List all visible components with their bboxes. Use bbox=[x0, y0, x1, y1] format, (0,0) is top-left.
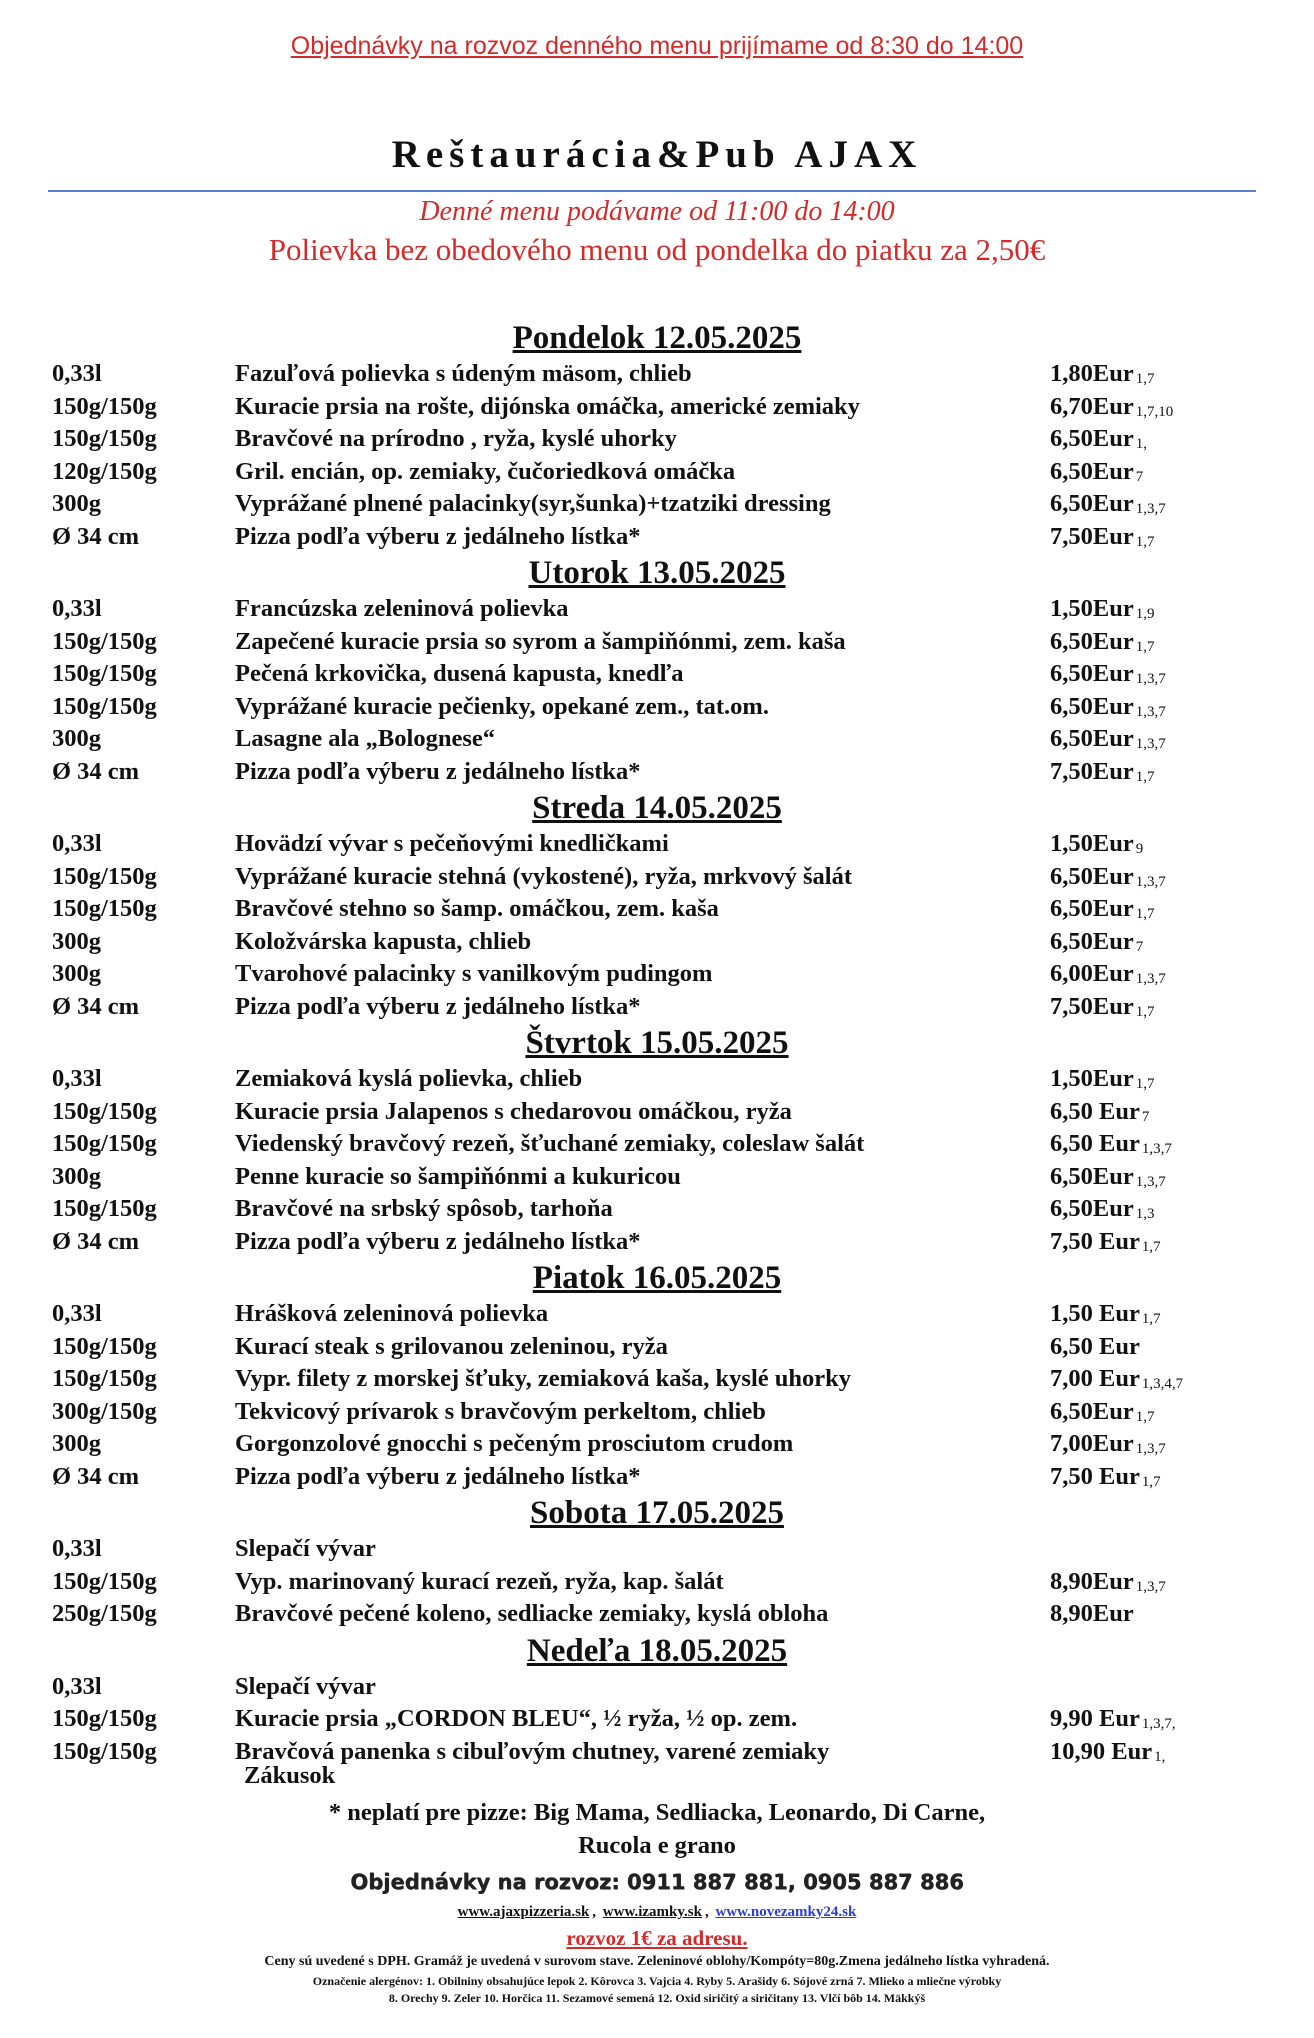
item-allergens: 1,3,7, bbox=[1141, 1716, 1176, 1732]
menu-item bbox=[0, 1331, 1314, 1364]
item-price: 7,50 Eur bbox=[1050, 1227, 1140, 1255]
item-price-cell bbox=[1050, 358, 1154, 394]
item-name: Zapečené kuracie prsia so syrom a šampiňónmi, zem. kaša bbox=[235, 627, 846, 655]
item-allergens: 1,3,4,7 bbox=[1141, 1376, 1184, 1392]
item-portion: 0,33l bbox=[52, 595, 102, 622]
menu-item bbox=[0, 991, 1314, 1024]
item-price-cell bbox=[1050, 893, 1154, 929]
item-price-cell bbox=[1050, 691, 1166, 727]
item-price-cell bbox=[1050, 1096, 1149, 1132]
menu-item bbox=[0, 1671, 1314, 1704]
item-price-cell bbox=[1050, 1063, 1154, 1099]
item-allergens: 1,7 bbox=[1135, 768, 1155, 785]
menu-item bbox=[0, 1193, 1314, 1226]
item-name: Vyp. marinovaný kurací rezeň, ryža, kap. šalát bbox=[235, 1567, 724, 1595]
prices-note: Ceny sú uvedené s DPH. Gramáž je uvedená v surovom stave. Zeleninové oblohy/Kompóty=80g.Zmena jedálneho lístka vyhradená. bbox=[264, 1954, 1050, 1969]
item-price: 6,50 Eur bbox=[1050, 1097, 1140, 1125]
link-ajaxpizzeria[interactable]: www.ajaxpizzeria.sk bbox=[457, 1904, 590, 1920]
item-price: 6,50Eur bbox=[1050, 425, 1134, 452]
item-name: Lasagne ala „Bolognese“ bbox=[235, 725, 495, 752]
item-price: 6,50Eur bbox=[1050, 627, 1134, 655]
item-price: 10,90 Eur bbox=[1050, 1737, 1153, 1765]
item-portion: 0,33l bbox=[52, 830, 102, 857]
menu-item bbox=[0, 723, 1314, 756]
item-name: Penne kuracie so šampiňónmi a kukuricou bbox=[235, 1162, 681, 1190]
item-price: 7,50 Eur bbox=[1050, 1462, 1140, 1490]
item-price-cell bbox=[1050, 1566, 1166, 1602]
item-name: Viedenský bravčový rezeň, šťuchané zemiaky, coleslaw šalát bbox=[235, 1130, 865, 1157]
item-portion: 300g bbox=[52, 725, 101, 752]
pizza-exclusion-note bbox=[0, 1796, 1314, 1862]
item-portion: 150g/150g bbox=[52, 1097, 157, 1125]
item-price-cell bbox=[1050, 861, 1166, 897]
item-allergens: 1,7 bbox=[1135, 533, 1155, 550]
item-price: 6,50Eur bbox=[1050, 660, 1134, 687]
item-price-cell bbox=[1050, 1128, 1172, 1164]
day-heading: Pondelok 12.05.2025 bbox=[512, 320, 802, 356]
item-portion: 150g/150g bbox=[52, 1332, 157, 1360]
item-name: Fazuľová polievka s údeným mäsom, chlieb bbox=[235, 360, 692, 387]
menu-item bbox=[0, 1461, 1314, 1494]
item-price: 1,50 Eur bbox=[1050, 1300, 1140, 1327]
pizza-note-line-1: * neplatí pre pizze: Big Mama, Sedliacka, Leonardo, Di Carne, bbox=[328, 1799, 986, 1826]
item-price-cell bbox=[1050, 423, 1147, 459]
item-price-cell bbox=[1050, 1331, 1142, 1367]
item-portion: 150g/150g bbox=[52, 660, 157, 687]
item-allergens: 1,3,7 bbox=[1135, 501, 1166, 517]
item-price-cell bbox=[1050, 828, 1143, 864]
item-price-cell bbox=[1050, 723, 1166, 759]
item-allergens: 1,3,7 bbox=[1135, 1578, 1166, 1595]
item-portion: 300g bbox=[52, 1162, 101, 1190]
menu-item bbox=[0, 926, 1314, 959]
item-portion: 120g/150g bbox=[52, 457, 157, 485]
item-price: 6,50Eur bbox=[1050, 862, 1134, 890]
serving-hours: Denné menu podávame od 11:00 do 14:00 bbox=[419, 196, 895, 227]
item-name: Hovädzí vývar s pečeňovými knedličkami bbox=[235, 830, 669, 857]
item-portion: 150g/150g bbox=[52, 1365, 157, 1392]
menu-item bbox=[0, 893, 1314, 926]
item-allergens: 1,7 bbox=[1141, 1473, 1161, 1490]
item-allergens: 1, bbox=[1135, 436, 1147, 452]
item-price-cell bbox=[1050, 991, 1154, 1027]
item-price-cell bbox=[1050, 1598, 1136, 1634]
item-portion: Ø 34 cm bbox=[52, 1227, 140, 1255]
menu-item bbox=[0, 1363, 1314, 1396]
item-name: Tekvicový prívarok s bravčovým perkeltom, chlieb bbox=[235, 1397, 766, 1425]
item-portion: 0,33l bbox=[52, 1672, 102, 1700]
menu-item bbox=[0, 691, 1314, 724]
order-phone-numbers: Objednávky na rozvoz: 0911 887 881, 0905 887 886 bbox=[350, 1870, 964, 1894]
menu-item bbox=[0, 1566, 1314, 1599]
item-portion: 150g/150g bbox=[52, 1130, 157, 1157]
item-price-cell bbox=[1050, 1703, 1176, 1739]
item-portion: 0,33l bbox=[52, 1300, 102, 1327]
item-allergens: 1,7 bbox=[1135, 1408, 1155, 1425]
day-heading: Utorok 13.05.2025 bbox=[528, 555, 786, 591]
item-price-cell bbox=[1050, 958, 1166, 994]
item-allergens: 1,7 bbox=[1135, 1003, 1155, 1020]
order-hours-note: Objednávky na rozvoz denného menu prijímame od 8:30 do 14:00 bbox=[290, 32, 1024, 60]
menu-item bbox=[0, 521, 1314, 554]
item-price-cell bbox=[1050, 626, 1154, 662]
day-heading: Nedeľa 18.05.2025 bbox=[526, 1632, 788, 1669]
item-portion: 0,33l bbox=[52, 1535, 102, 1562]
pizza-note-line-2: Rucola e grano bbox=[578, 1832, 736, 1859]
item-price-cell bbox=[1050, 488, 1166, 524]
link-izamky[interactable]: www.izamky.sk bbox=[602, 1904, 702, 1920]
item-name: Bravčová panenka s cibuľovým chutney, varené zemiaky bbox=[235, 1737, 830, 1765]
item-name: Pizza podľa výberu z jedálneho lístka* bbox=[235, 1462, 641, 1490]
item-allergens: 1, bbox=[1154, 1748, 1166, 1765]
item-name: Bravčové stehno so šamp. omáčkou, zem. kaša bbox=[235, 895, 719, 922]
item-allergens: 1,3,7 bbox=[1135, 971, 1166, 987]
item-allergens: 1,7 bbox=[1135, 371, 1155, 387]
item-portion: 150g/150g bbox=[52, 895, 157, 922]
item-portion: 300g bbox=[52, 960, 101, 987]
item-price: 6,50Eur bbox=[1050, 1195, 1134, 1222]
allergen-line-2: 8. Orechy 9. Zeler 10. Horčica 11. Sezamové semená 12. Oxid siričitý a siričitany 13. Vlčí bôb 14. Mäkkýš bbox=[388, 1991, 926, 2005]
item-price: 1,80Eur bbox=[1050, 360, 1134, 387]
item-price-cell bbox=[1050, 1428, 1166, 1464]
item-price-cell bbox=[1050, 926, 1143, 962]
menu-item bbox=[0, 626, 1314, 659]
item-name: Tvarohové palacinky s vanilkovým pudingom bbox=[235, 960, 713, 987]
item-portion: Ø 34 cm bbox=[52, 522, 140, 550]
item-price: 6,50Eur bbox=[1050, 692, 1134, 720]
item-price: 6,50Eur bbox=[1050, 725, 1134, 752]
day-heading: Piatok 16.05.2025 bbox=[532, 1260, 782, 1296]
item-portion: 150g/150g bbox=[52, 1737, 157, 1765]
item-portion: 150g/150g bbox=[52, 862, 157, 890]
item-portion: 300g/150g bbox=[52, 1397, 157, 1425]
item-name: Bravčové pečené koleno, sedliacke zemiaky, kyslá obloha bbox=[235, 1600, 829, 1627]
item-price: 7,50Eur bbox=[1050, 757, 1134, 785]
item-name: Kurací steak s grilovanou zeleninou, ryža bbox=[235, 1332, 668, 1360]
menu-item bbox=[0, 593, 1314, 626]
item-portion: Ø 34 cm bbox=[52, 992, 140, 1020]
item-allergens: 1,7,10 bbox=[1135, 403, 1174, 420]
weekly-menu bbox=[0, 318, 1314, 1768]
item-portion: 300g bbox=[52, 1430, 101, 1457]
menu-item bbox=[0, 1161, 1314, 1194]
item-name: Gorgonzolové gnocchi s pečeným prosciutom crudom bbox=[235, 1430, 794, 1457]
item-portion: 150g/150g bbox=[52, 692, 157, 720]
item-portion: 150g/150g bbox=[52, 627, 157, 655]
item-name: Pizza podľa výberu z jedálneho lístka* bbox=[235, 992, 641, 1020]
menu-item bbox=[0, 1096, 1314, 1129]
menu-item bbox=[0, 488, 1314, 521]
item-portion: 150g/150g bbox=[52, 1567, 157, 1595]
item-allergens: 7 bbox=[1141, 1108, 1150, 1125]
menu-item bbox=[0, 1703, 1314, 1736]
day-heading: Sobota 17.05.2025 bbox=[530, 1495, 784, 1531]
item-price: 6,50Eur bbox=[1050, 490, 1134, 517]
item-price: 6,50Eur bbox=[1050, 457, 1134, 485]
item-price-cell bbox=[1050, 1396, 1154, 1432]
item-price: 6,70Eur bbox=[1050, 392, 1134, 420]
item-price-cell bbox=[1050, 1461, 1161, 1497]
day-heading: Štvrtok 15.05.2025 bbox=[525, 1025, 789, 1061]
item-allergens: 1,9 bbox=[1135, 606, 1155, 622]
menu-item bbox=[0, 828, 1314, 861]
item-name: Gril. encián, op. zemiaky, čučoriedková omáčka bbox=[235, 457, 736, 485]
item-allergens: 1,7 bbox=[1141, 1311, 1161, 1327]
allergen-line-1: Označenie alergénov: 1. Obilniny obsahujúce lepok 2. Kôrovca 3. Vajcia 4. Ryby 5. Arašidy 6. Sójové zrná 7. Mlieko a mliečne výrobky bbox=[312, 1974, 1002, 1988]
item-name: Vypr. filety z morskej šťuky, zemiaková kaša, kyslé uhorky bbox=[235, 1365, 852, 1392]
delivery-fee: rozvoz 1€ za adresu. bbox=[566, 1926, 748, 1950]
item-name: Pečená krkovička, dusená kapusta, knedľa bbox=[235, 660, 684, 687]
menu-item bbox=[0, 1128, 1314, 1161]
item-price: 7,50Eur bbox=[1050, 522, 1134, 550]
menu-item bbox=[0, 1396, 1314, 1429]
menu-item bbox=[0, 456, 1314, 489]
item-name: Francúzska zeleninová polievka bbox=[235, 595, 569, 622]
item-price-cell bbox=[1050, 658, 1166, 694]
item-price-cell bbox=[1050, 1161, 1166, 1197]
item-allergens: 1,7 bbox=[1141, 1238, 1161, 1255]
item-portion: 150g/150g bbox=[52, 425, 157, 452]
item-price: 7,50Eur bbox=[1050, 992, 1134, 1020]
item-name: Bravčové na prírodno , ryža, kyslé uhorky bbox=[235, 425, 677, 452]
item-price-cell bbox=[1050, 1363, 1183, 1399]
item-price: 8,90Eur bbox=[1050, 1600, 1134, 1627]
menu-item bbox=[0, 861, 1314, 894]
item-name: Kuracie prsia Jalapenos s chedarovou omáčkou, ryža bbox=[235, 1097, 792, 1125]
item-portion: 300g bbox=[52, 490, 101, 517]
menu-item bbox=[0, 391, 1314, 424]
item-allergens: 1,3,7 bbox=[1135, 703, 1166, 720]
soup-offer: Polievka bez obedového menu od pondelka do piatku za 2,50€ bbox=[268, 232, 1046, 267]
item-allergens: 1,3,7 bbox=[1135, 1441, 1166, 1457]
item-allergens: 1,3,7 bbox=[1141, 1141, 1172, 1157]
item-allergens: 1,3,7 bbox=[1135, 736, 1166, 752]
item-portion: 150g/150g bbox=[52, 1705, 157, 1732]
item-name: Zemiaková kyslá polievka, chlieb bbox=[235, 1065, 583, 1092]
item-portion: 300g bbox=[52, 927, 101, 955]
menu-item bbox=[0, 1063, 1314, 1096]
item-price: 6,50Eur bbox=[1050, 927, 1134, 955]
item-name: Pizza podľa výberu z jedálneho lístka* bbox=[235, 522, 641, 550]
item-portion: 250g/150g bbox=[52, 1600, 157, 1627]
item-name: Kuracie prsia „CORDON BLEU“, ½ ryža, ½ op. zem. bbox=[235, 1705, 798, 1732]
allergen-legend bbox=[0, 1973, 1314, 2007]
menu-item bbox=[0, 1298, 1314, 1331]
website-links: www.ajaxpizzeria.sk , www.izamky.sk , www.novezamky24.sk bbox=[457, 1904, 857, 1920]
item-name: Vyprážané kuracie pečienky, opekané zem., tat.om. bbox=[235, 692, 769, 720]
item-price: 6,50Eur bbox=[1050, 1162, 1134, 1190]
menu-item bbox=[0, 1226, 1314, 1259]
item-price: 7,00Eur bbox=[1050, 1430, 1134, 1457]
item-portion: 150g/150g bbox=[52, 1195, 157, 1222]
item-allergens: 1,3,7 bbox=[1135, 873, 1166, 890]
item-allergens: 1,3 bbox=[1135, 1206, 1155, 1222]
item-name: Pizza podľa výberu z jedálneho lístka* bbox=[235, 1227, 641, 1255]
menu-item bbox=[0, 658, 1314, 691]
item-name: Vyprážané plnené palacinky(syr,šunka)+tzatziki dressing bbox=[235, 490, 831, 517]
item-portion: 0,33l bbox=[52, 1065, 102, 1092]
item-name: Kuracie prsia na rošte, dijónska omáčka, americké zemiaky bbox=[235, 392, 860, 420]
item-portion: 150g/150g bbox=[52, 392, 157, 420]
item-name: Bravčové na srbský spôsob, tarhoňa bbox=[235, 1195, 613, 1222]
menu-item bbox=[0, 1533, 1314, 1566]
menu-item bbox=[0, 1736, 1314, 1769]
item-portion: Ø 34 cm bbox=[52, 1462, 140, 1490]
item-name: Hrášková zeleninová polievka bbox=[235, 1300, 549, 1327]
item-price-cell bbox=[1050, 391, 1173, 427]
restaurant-title: Reštaurácia&Pub AJAX bbox=[391, 133, 923, 176]
item-price-cell bbox=[1050, 1226, 1161, 1262]
item-name: Koložvárska kapusta, chlieb bbox=[235, 927, 532, 955]
menu-item bbox=[0, 1598, 1314, 1631]
item-price-cell bbox=[1050, 1193, 1154, 1229]
item-allergens: 7 bbox=[1135, 468, 1144, 485]
menu-item bbox=[0, 958, 1314, 991]
menu-item bbox=[0, 358, 1314, 391]
item-name: Slepačí vývar bbox=[235, 1672, 376, 1700]
item-price-cell bbox=[1050, 756, 1154, 792]
item-price-cell bbox=[1050, 521, 1154, 557]
menu-item bbox=[0, 1428, 1314, 1461]
item-allergens: 1,7 bbox=[1135, 1076, 1155, 1092]
item-price-cell bbox=[1050, 1736, 1165, 1772]
item-name: Vyprážané kuracie stehná (vykostené), ryža, mrkvový šalát bbox=[235, 862, 852, 890]
item-portion: 0,33l bbox=[52, 360, 102, 387]
menu-item bbox=[0, 756, 1314, 789]
item-price-cell bbox=[1050, 1671, 1052, 1707]
item-price: 6,50 Eur bbox=[1050, 1130, 1140, 1157]
item-price: 9,90 Eur bbox=[1050, 1705, 1140, 1732]
link-novezamky24[interactable]: www.novezamky24.sk bbox=[715, 1904, 857, 1920]
item-allergens: 9 bbox=[1135, 841, 1144, 857]
item-price: 1,50Eur bbox=[1050, 830, 1134, 857]
item-price: 8,90Eur bbox=[1050, 1567, 1134, 1595]
item-price-cell bbox=[1050, 1533, 1052, 1569]
item-price: 6,50 Eur bbox=[1050, 1332, 1140, 1360]
item-price-cell bbox=[1050, 593, 1154, 629]
item-allergens: 1,7 bbox=[1135, 906, 1155, 922]
item-price: 6,50Eur bbox=[1050, 895, 1134, 922]
item-name: Pizza podľa výberu z jedálneho lístka* bbox=[235, 757, 641, 785]
item-portion: Ø 34 cm bbox=[52, 757, 140, 785]
item-allergens: 1,7 bbox=[1135, 638, 1155, 655]
item-price: 6,00Eur bbox=[1050, 960, 1134, 987]
day-heading: Streda 14.05.2025 bbox=[532, 790, 782, 826]
item-allergens: 7 bbox=[1135, 938, 1144, 955]
menu-item bbox=[0, 423, 1314, 456]
title-divider bbox=[48, 190, 1256, 192]
dessert-item: Zákusok bbox=[244, 1762, 336, 1789]
item-price-cell bbox=[1050, 456, 1143, 492]
item-price: 6,50Eur bbox=[1050, 1397, 1134, 1425]
item-allergens: 1,3,7 bbox=[1135, 671, 1166, 687]
item-price: 1,50Eur bbox=[1050, 595, 1134, 622]
item-price: 1,50Eur bbox=[1050, 1065, 1134, 1092]
item-allergens: 1,3,7 bbox=[1135, 1173, 1166, 1190]
item-name: Slepačí vývar bbox=[235, 1535, 376, 1562]
item-price: 7,00 Eur bbox=[1050, 1365, 1140, 1392]
item-price-cell bbox=[1050, 1298, 1161, 1334]
